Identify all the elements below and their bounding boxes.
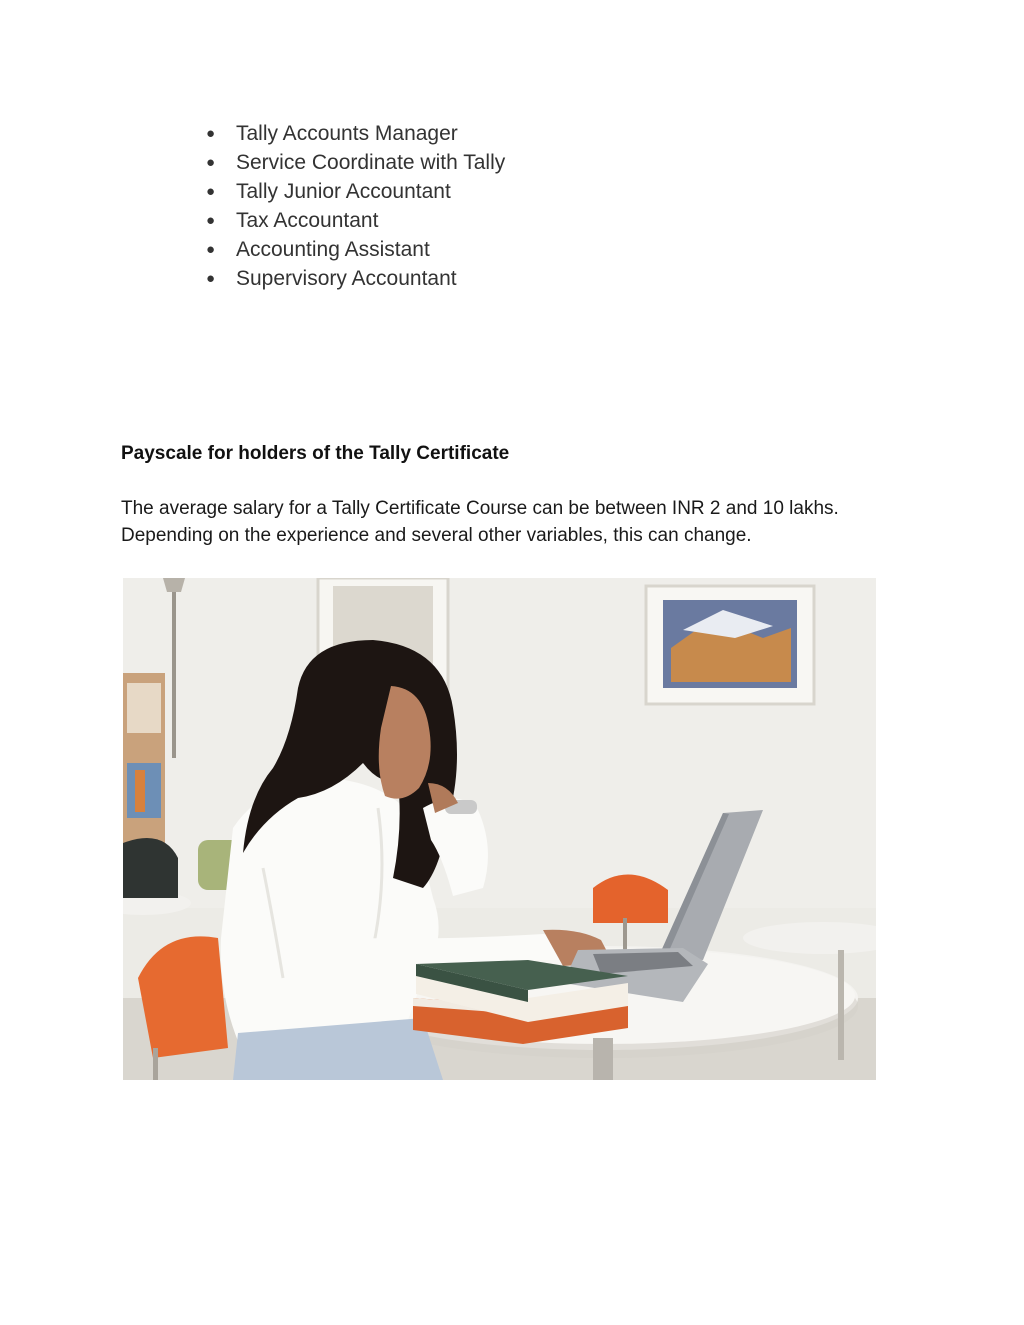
list-item: ● Service Coordinate with Tally: [236, 148, 505, 177]
paragraph-line: Depending on the experience and several other variables, this can change.: [121, 525, 752, 546]
woman-studying-laptop-photo: [123, 578, 876, 1080]
paragraph-line: The average salary for a Tally Certificate Course can be between INR 2 and 10 lakhs.: [121, 498, 839, 519]
job-roles-list: [236, 119, 505, 293]
list-item: ● Supervisory Accountant: [236, 264, 505, 293]
payscale-paragraph: [121, 495, 921, 549]
list-item: ● Tax Accountant: [236, 206, 505, 235]
list-item: ● Tally Accounts Manager: [236, 119, 505, 148]
list-item: ● Accounting Assistant: [236, 235, 505, 264]
list-item: ● Tally Junior Accountant: [236, 177, 505, 206]
section-heading: Payscale for holders of the Tally Certificate: [121, 443, 510, 464]
